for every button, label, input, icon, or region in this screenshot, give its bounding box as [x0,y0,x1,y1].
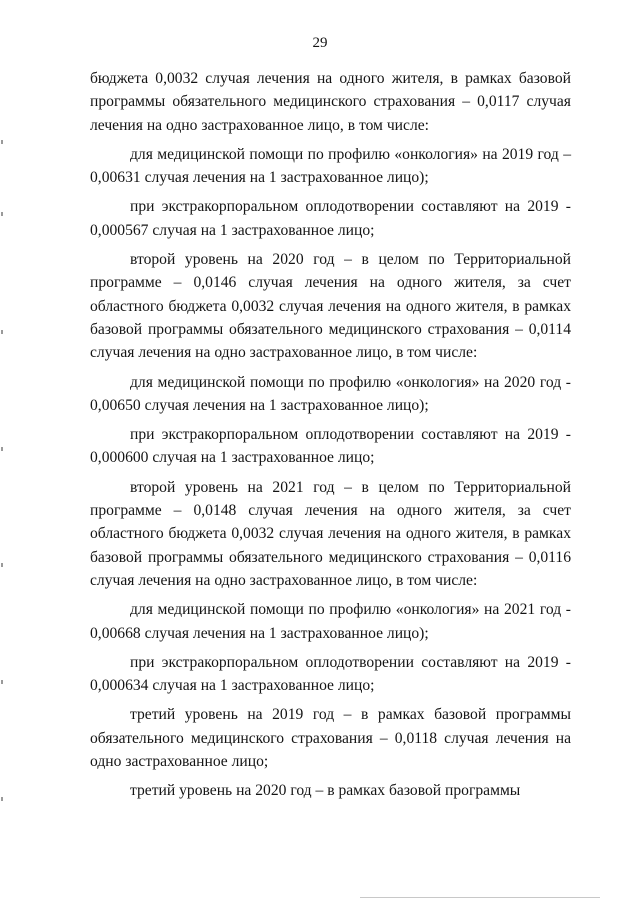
paragraph-oncology-2020: для медицинской помощи по профилю «онкология» на 2020 год - 0,00650 случая лечения на 1 застрахованное лицо); [90,373,571,414]
paragraph-third-level-2019: третий уровень на 2019 год – в рамках базовой программы обязательного медицинского страхования – 0,0118 случая лечения на одно застрахованное лицо; [90,706,571,771]
paragraph-continuation: бюджета 0,0032 случая лечения на одного жителя, в рамках базовой программы обязательного медицинского страхования – 0,0117 случая лечения на одно застрахованное лицо, в том числе: [90,70,571,134]
scan-bottom-edge [360,897,600,898]
page-number: 29 [312,35,328,51]
paragraph-ivf-2019-b: при экстракорпоральном оплодотворении составляют на 2019 - 0,000600 случая на 1 застрахованное лицо; [90,426,571,467]
document-body [90,67,571,803]
scan-margin-marks [0,0,4,905]
paragraph-second-level-2021: второй уровень на 2021 год – в целом по Территориальной программе – 0,0148 случая лечения на одного жителя, за счет областного бюджета 0,0032 случая лечения на одного жителя, в рамках базовой программы обязательного медицинского страхования – 0,0116 случая лечения на одно застрахованное лицо, в том числе: [90,478,571,589]
paragraph-ivf-2019-c: при экстракорпоральном оплодотворении составляют на 2019 - 0,000634 случая на 1 застрахованное лицо; [90,653,571,695]
paragraph-ivf-2019-a: при экстракорпоральном оплодотворении составляют на 2019 - 0,000567 случая на 1 застрахованное лицо; [90,198,571,239]
paragraph-second-level-2020: второй уровень на 2020 год – в целом по Территориальной программе – 0,0146 случая лечения на одного жителя, за счет областного бюджета 0,0032 случая лечения на одного жителя, в рамках базовой программы обязательного медицинского страхования – 0,0114 случая лечения на одно застрахованное лицо, в том числе: [90,251,571,362]
paragraph-oncology-2021: для медицинской помощи по профилю «онкология» на 2021 год - 0,00668 случая лечения на 1 застрахованное лицо); [90,601,571,642]
paragraph-third-level-2020: третий уровень на 2020 год – в рамках базовой программы [130,782,521,800]
paragraph-oncology-2019: для медицинской помощи по профилю «онкология» на 2019 год – 0,00631 случая лечения на 1 застрахованное лицо); [90,145,571,187]
